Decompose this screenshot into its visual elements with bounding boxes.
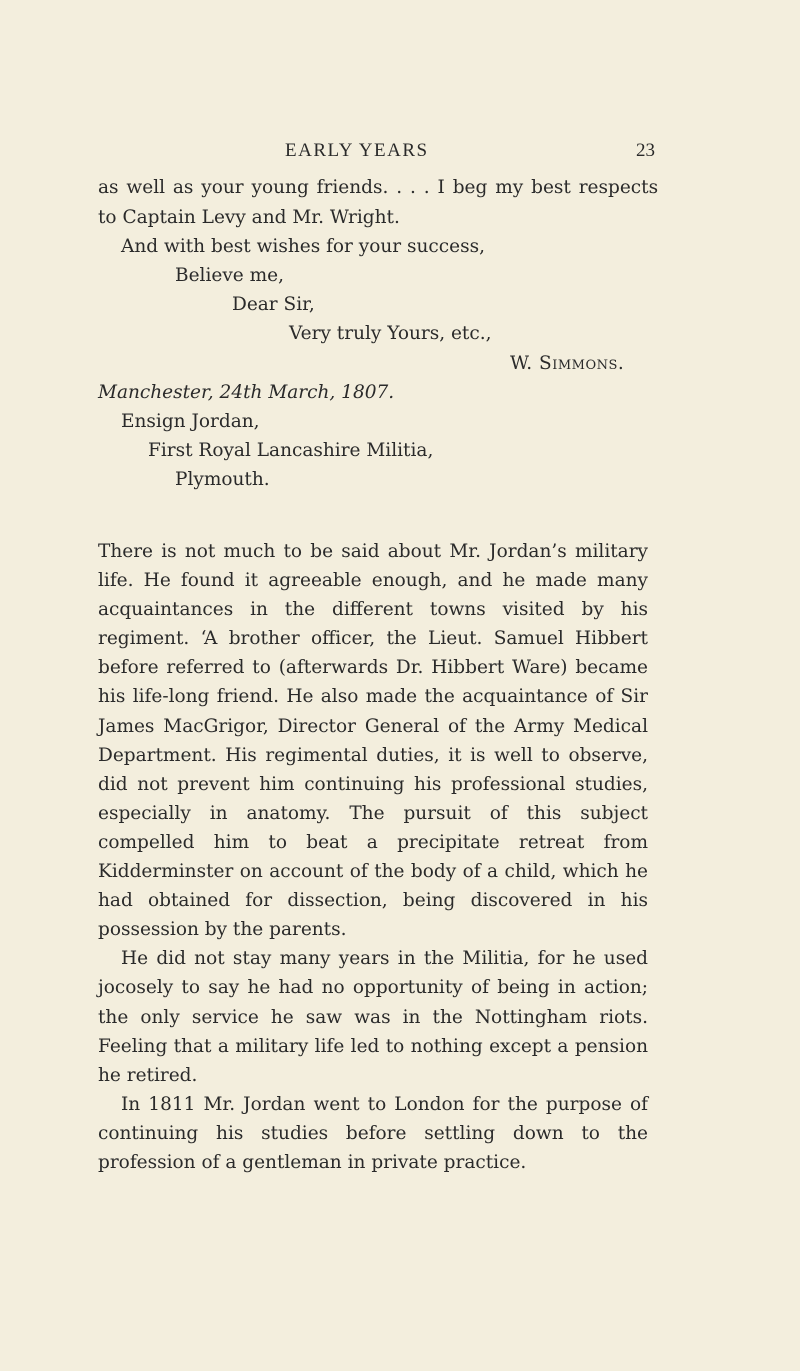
letter-line-6: Very truly Yours, etc., bbox=[289, 323, 492, 344]
page-number: 23 bbox=[636, 140, 655, 161]
letter-line-4: Believe me, bbox=[175, 265, 284, 286]
letter-line-3: And with best wishes for your success, bbox=[121, 236, 485, 257]
letter-address-line-2: First Royal Lancashire Militia, bbox=[148, 440, 434, 461]
body-text bbox=[98, 537, 648, 1177]
paragraph: He did not stay many years in the Militia, for he used jocosely to say he had no opportunity of being in action; the only service he saw was in the Nottingham riots. Feeling that a military life led to nothing except a pension he retired. bbox=[98, 948, 648, 1086]
letter-signature: W. Simmons. bbox=[510, 353, 625, 374]
paragraph: In 1811 Mr. Jordan went to London for the purpose of continuing his studies before settling down to the profession of a gentleman in private practice. bbox=[98, 1093, 648, 1173]
letter-dateline: Manchester, 24th March, 1807. bbox=[98, 382, 395, 403]
letter-line-2: to Captain Levy and Mr. Wright. bbox=[98, 207, 400, 228]
paragraph: There is not much to be said about Mr. Jordan’s military life. He found it agreeable enough, and he made many acquaintances in the different towns visited by his regiment. ‘A brother officer, the Lieut. Samuel Hibbert before referred to (afterwards Dr. Hibbert Ware) became his life-long friend. He also made the acquaintance of Sir James MacGrigor, Director General of the Army Medical Department. His regimental duties, it is well to observe, did not prevent him continuing his professional studies, especially in anatomy. The pursuit of this subject compelled him to beat a precipitate retreat from Kidderminster on account of the body of a child, which he had obtained for dissection, being discovered in his possession by the parents. bbox=[98, 541, 648, 941]
letter-address-line-1: Ensign Jordan, bbox=[121, 411, 260, 432]
running-head bbox=[0, 140, 800, 166]
letter-address-line-3: Plymouth. bbox=[175, 469, 270, 490]
letter-line-5: Dear Sir, bbox=[232, 294, 315, 315]
letter-line-1: as well as your young friends. . . . I beg my best respects bbox=[98, 177, 659, 198]
running-title: EARLY YEARS bbox=[285, 140, 429, 161]
